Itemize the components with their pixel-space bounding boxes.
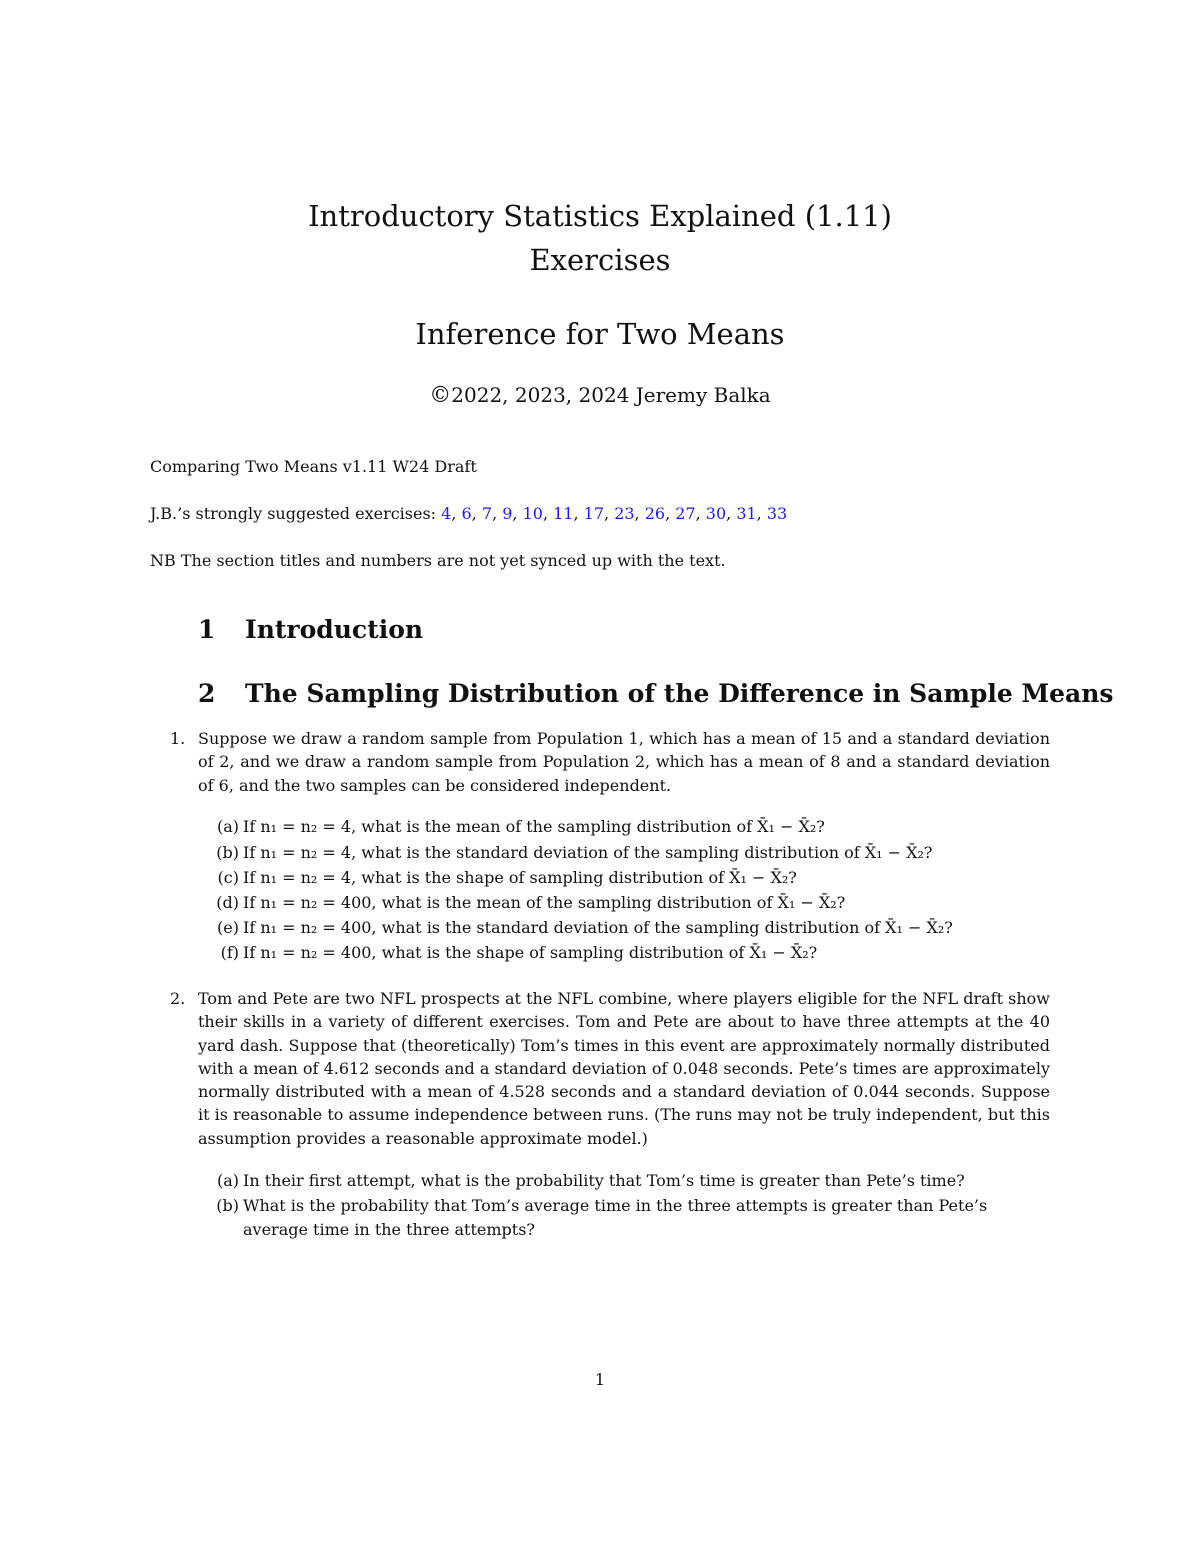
- exercise-link-33[interactable]: 33: [766, 504, 788, 523]
- part-label: (d): [216, 893, 239, 912]
- exercise-link-27[interactable]: 27: [675, 504, 696, 523]
- exercise-link-7[interactable]: 7: [481, 504, 493, 523]
- exercise-link-26[interactable]: 26: [644, 504, 666, 523]
- problem-text: Tom and Pete are two NFL prospects at the NFL combine, where players eligible for the NFL draft show their skills in a variety of different exercises. Tom and Pete are about to have three attempts at the 40 yard dash. Suppose that (theoretically) Tom’s times in this event are approximately normally distributed with a mean of 4.612 seconds and a standard deviation of 0.048 seconds. Pete’s times are approximately normally distributed with a mean of 4.528 seconds and a standard deviation of 0.044 seconds. Suppose it is reasonable to assume independence between runs. (The runs may not be truly independent, but this assumption provides a reasonable approximate model.): [198, 989, 1050, 1148]
- part-text: What is the probability that Tom’s average time in the three attempts is greater than Pete’s average time in the three attempts?: [243, 1196, 988, 1239]
- part-text: If n₁ = n₂ = 4, what is the standard deviation of the sampling distribution of X̄₁ − X̄₂?: [243, 843, 933, 862]
- section-title: Introduction: [245, 615, 424, 644]
- part-text: If n₁ = n₂ = 400, what is the standard deviation of the sampling distribution of X̄₁ − X̄₂?: [243, 918, 953, 937]
- suggested-list: 4, 6, 7, 9, 10, 11, 17, 23, 26, 27, 30, 31, 33: [441, 504, 788, 523]
- part-label: (b): [216, 1196, 239, 1215]
- part-text: In their first attempt, what is the probability that Tom’s time is greater than Pete’s time?: [243, 1171, 965, 1190]
- exercise-link-4[interactable]: 4: [441, 504, 452, 523]
- exercise-link-10[interactable]: 10: [522, 504, 543, 523]
- part-label: (e): [217, 918, 239, 937]
- section-number: 2: [198, 679, 216, 708]
- problem-text: Suppose we draw a random sample from Population 1, which has a mean of 15 and a standard deviation of 2, and we draw a random sample from Population 2, which has a mean of 8 and a standard deviation of 6, and the two samples can be considered independent.: [198, 729, 1050, 795]
- exercise-link-11[interactable]: 11: [553, 504, 574, 523]
- document-title: Introductory Statistics Explained (1.11): [308, 199, 892, 233]
- part-text: If n₁ = n₂ = 400, what is the shape of sampling distribution of X̄₁ − X̄₂?: [243, 943, 818, 962]
- document-topic: Inference for Two Means: [415, 317, 785, 351]
- document-subtitle: Exercises: [529, 243, 671, 277]
- suggested-exercises: [150, 502, 787, 526]
- exercise-link-6[interactable]: 6: [461, 504, 472, 523]
- copyright-line: [0, 380, 1200, 411]
- exercise-link-17[interactable]: 17: [583, 504, 605, 523]
- exercise-link-9[interactable]: 9: [502, 504, 513, 523]
- problem-number: 2.: [170, 989, 186, 1008]
- part-text: If n₁ = n₂ = 4, what is the shape of sampling distribution of X̄₁ − X̄₂?: [243, 868, 797, 887]
- copyright-text: 2022, 2023, 2024 Jeremy Balka: [451, 383, 771, 407]
- page-number: 1: [594, 1370, 606, 1389]
- part-label: (f): [220, 943, 239, 962]
- part-label: (a): [216, 1171, 239, 1190]
- copyright-icon: ©: [429, 383, 452, 408]
- part-label: (a): [216, 817, 239, 836]
- suggested-prefix: J.B.’s strongly suggested exercises:: [150, 504, 442, 523]
- part-text: If n₁ = n₂ = 400, what is the mean of the sampling distribution of X̄₁ − X̄₂?: [243, 893, 846, 912]
- exercise-link-31[interactable]: 31: [736, 504, 757, 523]
- part-text: If n₁ = n₂ = 4, what is the mean of the sampling distribution of X̄₁ − X̄₂?: [243, 817, 825, 836]
- version-line: Comparing Two Means v1.11 W24 Draft: [150, 457, 477, 476]
- exercise-link-23[interactable]: 23: [614, 504, 635, 523]
- part-label: (b): [216, 843, 239, 862]
- part-label: (c): [217, 868, 239, 887]
- problem-number: 1.: [170, 729, 186, 748]
- section-number: 1: [198, 615, 216, 644]
- section-title: The Sampling Distribution of the Difference in Sample Means: [245, 679, 1114, 708]
- sync-note: NB The section titles and numbers are not yet synced up with the text.: [150, 551, 726, 570]
- exercise-link-30[interactable]: 30: [705, 504, 727, 523]
